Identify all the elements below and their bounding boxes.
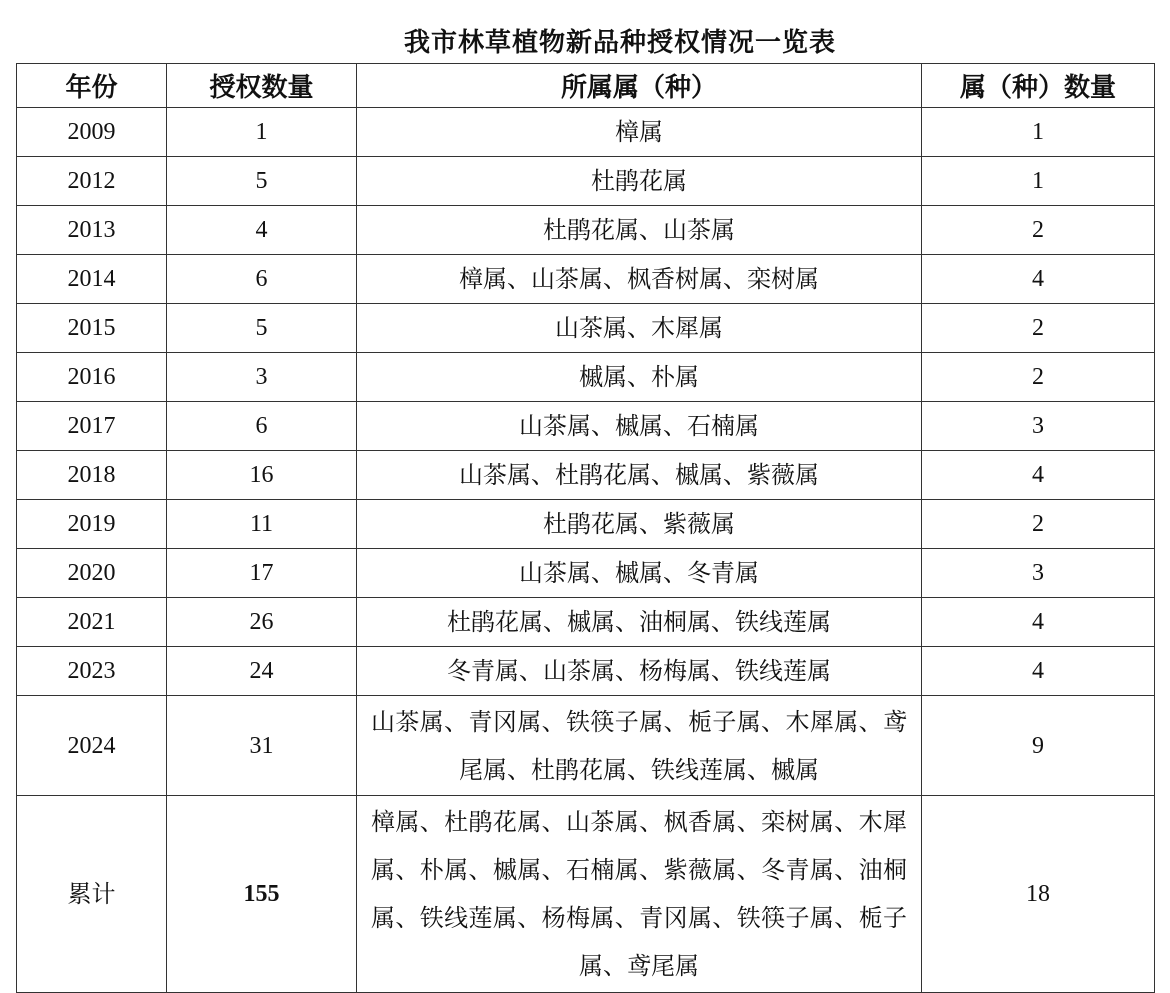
cell-year: 2014 [17, 255, 167, 304]
cell-total-label: 累计 [17, 796, 167, 993]
cell-year: 2012 [17, 157, 167, 206]
cell-genus-count: 1 [922, 108, 1155, 157]
cell-count: 16 [167, 451, 357, 500]
header-row [17, 64, 1155, 108]
table-row [17, 353, 1155, 402]
table-row [17, 451, 1155, 500]
cell-total-count: 155 [167, 796, 357, 993]
table-row [17, 108, 1155, 157]
table-row [17, 206, 1155, 255]
cell-count: 5 [167, 304, 357, 353]
table-row [17, 598, 1155, 647]
cell-genus-count: 2 [922, 500, 1155, 549]
cell-genus-count: 3 [922, 402, 1155, 451]
cell-genus: 山茶属、青冈属、铁筷子属、栀子属、木犀属、鸢尾属、杜鹃花属、铁线莲属、槭属 [357, 696, 922, 796]
cell-genus: 樟属 [357, 108, 922, 157]
cell-year: 2020 [17, 549, 167, 598]
cell-count: 4 [167, 206, 357, 255]
cell-year: 2019 [17, 500, 167, 549]
cell-genus-count: 1 [922, 157, 1155, 206]
cell-genus-count: 4 [922, 255, 1155, 304]
cell-count: 11 [167, 500, 357, 549]
cell-year: 2024 [17, 696, 167, 796]
cell-genus-count: 2 [922, 304, 1155, 353]
cell-genus-count: 4 [922, 647, 1155, 696]
table-row [17, 157, 1155, 206]
cell-genus-count: 9 [922, 696, 1155, 796]
cell-genus-count: 2 [922, 206, 1155, 255]
cell-genus-count: 3 [922, 549, 1155, 598]
cell-count: 26 [167, 598, 357, 647]
cell-genus: 山茶属、槭属、石楠属 [357, 402, 922, 451]
cell-total-genus: 樟属、杜鹃花属、山茶属、枫香属、栾树属、木犀属、朴属、槭属、石楠属、紫薇属、冬青属、油桐属、铁线莲属、杨梅属、青冈属、铁筷子属、栀子属、鸢尾属 [357, 796, 922, 993]
cell-count: 1 [167, 108, 357, 157]
cell-year: 2015 [17, 304, 167, 353]
table-row [17, 549, 1155, 598]
cell-genus: 杜鹃花属 [357, 157, 922, 206]
cell-genus-count: 2 [922, 353, 1155, 402]
cell-count: 3 [167, 353, 357, 402]
table-row [17, 696, 1155, 796]
cell-genus-count: 4 [922, 451, 1155, 500]
cell-year: 2023 [17, 647, 167, 696]
cell-genus: 杜鹃花属、山茶属 [357, 206, 922, 255]
cell-count: 5 [167, 157, 357, 206]
cell-genus-count: 4 [922, 598, 1155, 647]
cell-year: 2017 [17, 402, 167, 451]
cell-count: 24 [167, 647, 357, 696]
header-genus-count: 属（种）数量 [922, 64, 1155, 108]
cell-count: 6 [167, 255, 357, 304]
cell-year: 2013 [17, 206, 167, 255]
table-row [17, 255, 1155, 304]
cell-genus: 山茶属、槭属、冬青属 [357, 549, 922, 598]
cell-genus: 杜鹃花属、槭属、油桐属、铁线莲属 [357, 598, 922, 647]
cell-genus: 槭属、朴属 [357, 353, 922, 402]
cell-count: 6 [167, 402, 357, 451]
cell-genus: 樟属、山茶属、枫香树属、栾树属 [357, 255, 922, 304]
cell-count: 31 [167, 696, 357, 796]
table-row [17, 304, 1155, 353]
total-row [17, 796, 1155, 993]
header-count: 授权数量 [167, 64, 357, 108]
table-row [17, 500, 1155, 549]
cell-total-genus-count: 18 [922, 796, 1155, 993]
cell-genus: 杜鹃花属、紫薇属 [357, 500, 922, 549]
cell-year: 2018 [17, 451, 167, 500]
cell-count: 17 [167, 549, 357, 598]
cell-genus: 冬青属、山茶属、杨梅属、铁线莲属 [357, 647, 922, 696]
header-genus: 所属属（种） [357, 64, 922, 108]
header-year: 年份 [17, 64, 167, 108]
cell-year: 2016 [17, 353, 167, 402]
table-title: 我市林草植物新品种授权情况一览表 [403, 28, 836, 58]
cell-year: 2021 [17, 598, 167, 647]
cell-year: 2009 [17, 108, 167, 157]
cell-genus: 山茶属、杜鹃花属、槭属、紫薇属 [357, 451, 922, 500]
table-row [17, 647, 1155, 696]
table-row [17, 402, 1155, 451]
authorization-table [16, 63, 1155, 993]
cell-genus: 山茶属、木犀属 [357, 304, 922, 353]
